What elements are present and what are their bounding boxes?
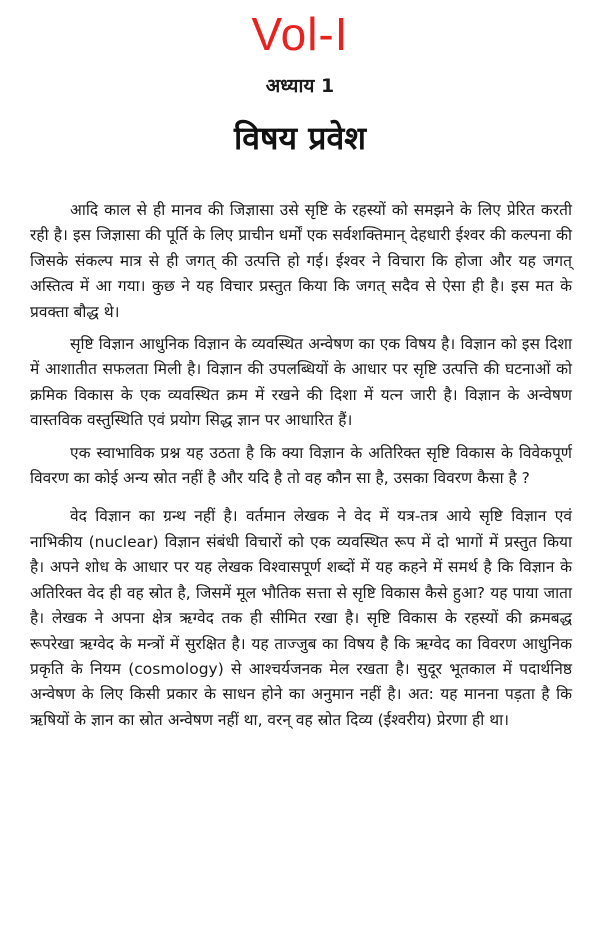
chapter-body xyxy=(30,198,572,740)
paragraph-3: एक स्वाभाविक प्रश्न यह उठता है कि क्या विज्ञान के अतिरिक्त सृष्टि विकास के विवेकपूर्ण विवरण का कोई अन्य स्रोत नहीं है और यदि है तो वह कौन सा है, उसका विवरण कैसा है ? xyxy=(30,443,572,488)
volume-label: Vol-I xyxy=(251,8,349,60)
paragraph-4: वेद विज्ञान का ग्रन्थ नहीं है। वर्तमान लेखक ने वेद में यत्र-तत्र आये सृष्टि विज्ञान एवं नाभिकीय (nuclear) विज्ञान संबंधी विचारों को एक व्यवस्थित रूप में दो भागों में प्रस्तुत किया है। अपने शोध के आधार पर यह लेखक विश्वासपूर्ण शब्दों में यह कहने में समर्थ है कि विज्ञान के अतिरिक्त वेद ही वह स्रोत है, जिसमें मूल भौतिक सत्ता से सृष्टि विकास कैसे हुआ? यह पाया जाता है। लेखक ने अपना क्षेत्र ऋग्वेद तक ही सीमित रखा है। सृष्टि विकास के रहस्यों की क्रमबद्ध रूपरेखा ऋग्वेद के मन्त्रों में सुरक्षित है। यह ताज्जुब का विषय है कि ऋग्वेद का विवरण आधुनिक प्रकृति के नियम (cosmology) से आश्चर्यजनक मेल रखता है। सुदूर भूतकाल में पदार्थनिष्ठ अन्वेषण के लिए किसी प्रकार के साधन होने का अनुमान नहीं है। अत: यह मानना पड़ता है कि ऋषियों के ज्ञान का स्रोत अन्वेषण नहीं था, वरन् वह स्रोत दिव्य (ईश्वरीय) प्रेरणा ही था। xyxy=(30,507,572,729)
chapter-number: अध्याय 1 xyxy=(265,75,335,97)
paragraph-1: आदि काल से ही मानव की जिज्ञासा उसे सृष्टि के रहस्यों को समझने के लिए प्रेरित करती रही है। इस जिज्ञासा की पूर्ति के लिए प्राचीन धर्मों एक सर्वशक्तिमान् देहधारी ईश्वर की कल्पना की जिसके संकल्प मात्र से ही जगत् की उत्पत्ति हो गई। ईश्वर ने विचारा कि होजा और यह जगत् अस्तित्व में आ गया। कुछ ने यह विचार प्रस्तुत किया कि जगत् सदैव से ऐसा ही है। इस मत के प्रवक्ता बौद्ध थे। xyxy=(30,201,572,321)
paragraph-2: सृष्टि विज्ञान आधुनिक विज्ञान के व्यवस्थित अन्वेषण का एक विषय है। विज्ञान को इस दिशा में आशातीत सफलता मिली है। विज्ञान की उपलब्धियों के आधार पर सृष्टि उत्पत्ति की घटनाओं को क्रमिक विकास के एक व्यवस्थित क्रम में रखने की दिशा में यत्न जारी है। विज्ञान के अन्वेषण वास्तविक वस्तुस्थिति एवं प्रयोग सिद्ध ज्ञान पर आधारित हैं। xyxy=(30,335,572,430)
chapter-title: विषय प्रवेश xyxy=(233,119,367,157)
